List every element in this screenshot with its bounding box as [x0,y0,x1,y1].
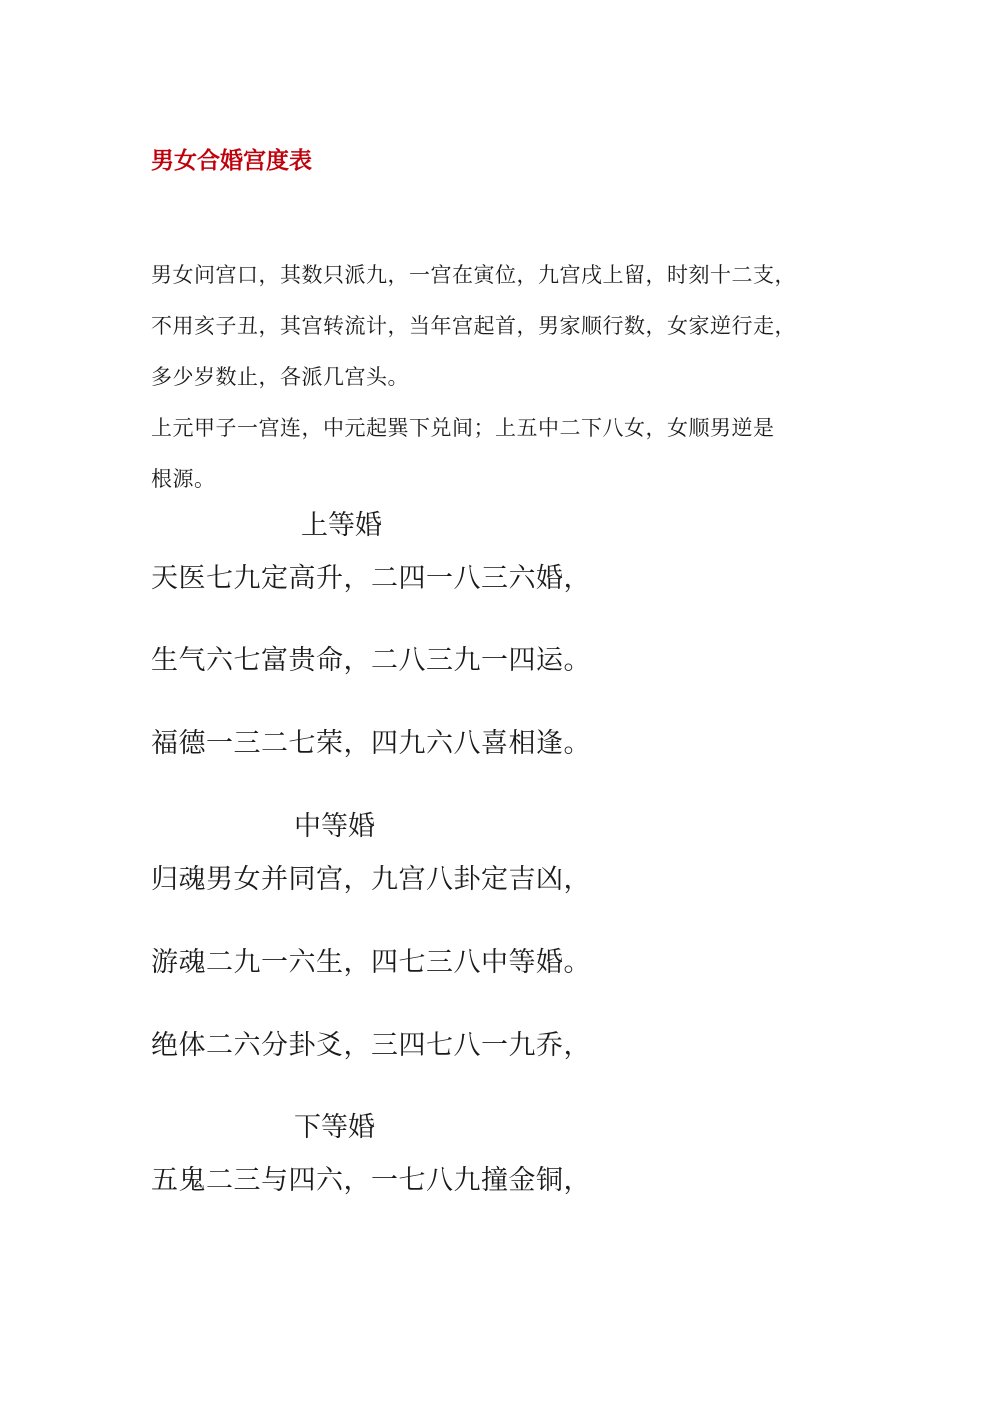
intro-line: 上元甲子一宫连，中元起巽下兑间；上五中二下八女，女顺男逆是 [151,416,775,440]
verse-line: 福德一三二七荣，四九六八喜相逢。 [151,728,591,759]
verse-line: 天医七九定高升，二四一八三六婚， [151,563,591,594]
verse-line: 生气六七富贵命，二八三九一四运。 [151,645,591,676]
intro-line: 根源。 [151,467,216,491]
document-title: 男女合婚宫度表 [151,147,312,174]
intro-paragraph [151,250,851,505]
verse-line: 归魂男女并同宫，九宫八卦定吉凶， [151,864,591,895]
section-heading-lower: 下等婚 [294,1112,375,1143]
verse-line: 五鬼二三与四六，一七八九撞金铜， [151,1165,591,1196]
section-heading-middle: 中等婚 [294,811,375,842]
section-heading-upper: 上等婚 [301,510,382,541]
verse-line: 绝体二六分卦爻，三四七八一九乔， [151,1030,591,1061]
intro-line: 多少岁数止，各派几宫头。 [151,365,409,389]
intro-line: 不用亥子丑，其宫转流计，当年宫起首，男家顺行数，女家逆行走， [151,314,796,338]
verse-line: 游魂二九一六生，四七三八中等婚。 [151,947,591,978]
intro-line: 男女问宫口，其数只派九，一宫在寅位，九宫戌上留，时刻十二支， [151,263,796,287]
